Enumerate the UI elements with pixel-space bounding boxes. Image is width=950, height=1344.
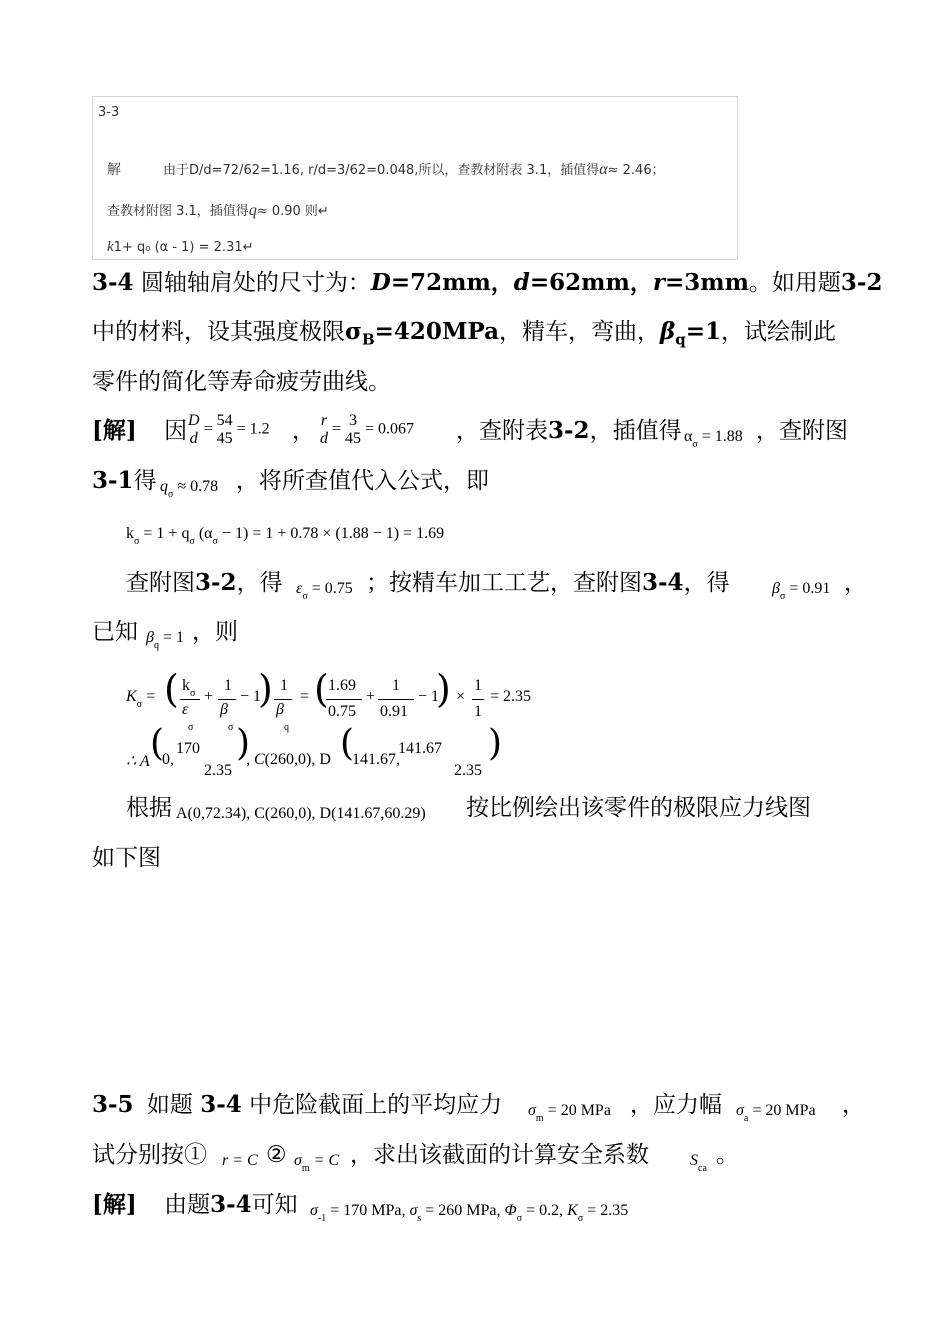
problem-3-3-screenshot: [92, 96, 738, 260]
comma: ，: [292, 418, 315, 444]
ratio-r-d: r d = 3 45 = 0.067: [320, 412, 415, 447]
sigma-a: $\sigma_a = 20$ MPa: [736, 1102, 816, 1124]
solution-3-4-line4: 已知: [92, 619, 138, 645]
solution-3-4-line1-end: ，查附图: [756, 418, 848, 444]
problem-3-5-line1: 3-5 如题 3-4 中危险截面上的平均应力: [92, 1091, 503, 1118]
comma: ，: [844, 570, 867, 596]
problem-3-5-line2-text: ，求出该截面的计算安全系数: [350, 1142, 649, 1168]
k-sigma-formula: $k_\sigma = 1 + q_\sigma$ $(\alpha_\sigma - 1) = 1 + 0.78 \times (1.88 - 1) = 1.69$: [126, 525, 445, 547]
inset-line1: 由于D/d=72/62=1.16, r/d=3/62=0.048,所以，查教材附表 3.1，插值得α≈ 2.46；: [163, 161, 665, 178]
solution-3-4-line3-text: ；按精车加工工艺，查附图3-4，得: [366, 569, 730, 596]
period: 。: [716, 1142, 739, 1168]
solution-3-4-line3: 查附图3-2，得: [126, 569, 283, 596]
inset-solution-label: 解: [107, 162, 121, 178]
solution-3-4-line1: [解] 因: [92, 417, 188, 444]
epsilon-sigma: $\varepsilon_\sigma = 0.75$: [296, 580, 353, 602]
inset-title: 3-3: [98, 105, 120, 120]
solution-3-5-line1: [解] 由题3-4可知: [92, 1191, 298, 1218]
solution-3-4-line5: 根据: [126, 795, 172, 821]
beta-q: $\beta_q = 1$: [146, 629, 184, 651]
problem-3-4-line1: 3-4 圆轴轴肩处的尺寸为：D=72mm，d=62mm，r=3mm。如用题3-2: [92, 269, 883, 296]
problem-3-5-line2: 试分别按①: [92, 1142, 207, 1168]
r-equals-c: r = C: [222, 1152, 258, 1169]
q-sigma: $q_\sigma \approx 0.78$: [160, 478, 219, 500]
beta-sigma: $\beta_\sigma = 0.91$: [772, 580, 831, 602]
points-list: A(0,72.34), C(260,0), D(141.67,60.29): [176, 805, 426, 822]
inset-line2: 查教材附图 3.1，插值得q≈ 0.90 则↵: [107, 202, 329, 219]
S-ca: $S_{ca}$: [690, 1152, 707, 1174]
solution-3-4-line2-text: ，将所查值代入公式，即: [236, 468, 489, 494]
problem-3-4-line3: 零件的简化等寿命疲劳曲线。: [92, 369, 391, 395]
solution-3-4-line1-text: ，查附表3-2，插值得: [456, 417, 682, 444]
sigma-m: $\sigma_m = 20$ MPa: [528, 1102, 611, 1124]
inset-line3: k1+ q₀ (α - 1) = 2.31↵: [107, 239, 254, 255]
known-values: $\sigma_{-1} = 170$ MPa, $\sigma_s = 260$ MPa, $\Phi_\sigma = 0.2$, $K_\sigma = 2.35$: [310, 1202, 629, 1224]
solution-3-4-line5-text: 按比例绘出该零件的极限应力线图: [466, 795, 811, 821]
solution-3-4-line6: 如下图: [92, 845, 161, 871]
alpha-sigma: $\alpha_\sigma = 1.88$: [684, 428, 743, 450]
comma: ，: [842, 1092, 865, 1118]
problem-3-5-line1-text: ，应力幅: [630, 1092, 722, 1118]
problem-3-4-line2: 中的材料，设其强度极限$\sigma_B=420MPa$，精车，弯曲，$\beta_q=1$，试绘制此: [92, 318, 837, 349]
solution-3-4-line4-text: ，则: [192, 619, 238, 645]
ratio-D-d: D d = 54 45 = 1.2: [188, 412, 270, 447]
solution-3-4-line2: 3-1得: [92, 467, 157, 494]
sigma-m-const: $\sigma_m = C$: [294, 1152, 340, 1174]
circle-two: ②: [266, 1142, 287, 1168]
